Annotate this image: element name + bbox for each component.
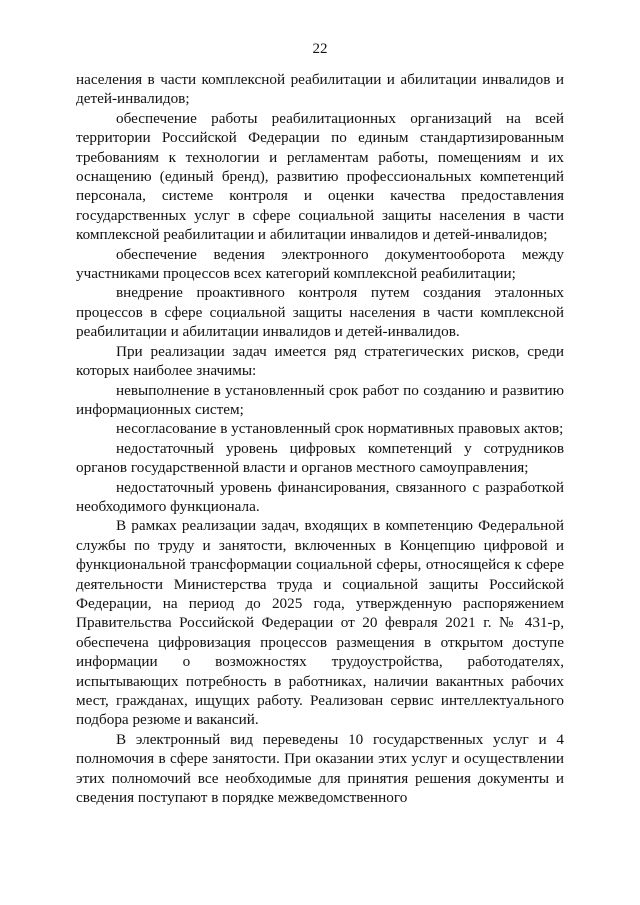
paragraph-1: населения в части комплексной реабилитации и абилитации инвалидов и детей-инвалидов; [76,71,564,108]
body-text [76,70,564,807]
paragraph-11: В электронный вид переведены 10 государственных услуг и 4 полномочия в сфере занятости. При оказании этих услуг и осуществлении этих полномочий все необходимые для принятия решения документы и сведения поступают в порядке межведомственного [76,730,564,807]
paragraph-7: несогласование в установленный срок нормативных правовых актов; [116,420,564,438]
paragraph-9: недостаточный уровень финансирования, связанного с разработкой необходимого функционала. [76,478,564,515]
paragraph-8: недостаточный уровень цифровых компетенций у сотрудников органов государственной власти и органов местного самоуправления; [76,439,564,477]
page-number: 22 [312,41,328,57]
paragraph-10: В рамках реализации задач, входящих в компетенцию Федеральной службы по труду и занятости, включенных в Концепцию цифровой и функциональной трансформации социальной сферы, относящейся к сфере деятельности Министерства труда и социальной защиты Российской Федерации, на период до 2025 года, утвержденную распоряжением Правительства Российской Федерации от 20 февраля 2021 г. № 431-р, обеспечена цифровизация процессов размещения в открытом доступе информации о возможностях трудоустройства, работодателях, испытывающих потребность в работниках, наличии вакантных рабочих мест, гражданах, ищущих работу. Реализован сервис интеллектуального подбора резюме и вакансий. [76,517,564,729]
paragraph-6: невыполнение в установленный срок работ по созданию и развитию информационных систем; [76,381,564,418]
paragraph-4: внедрение проактивного контроля путем создания эталонных процессов в сфере социальной защиты населения в части комплексной реабилитации и абилитации инвалидов и детей-инвалидов. [76,284,564,341]
paragraph-2: обеспечение работы реабилитационных организаций на всей территории Российской Федерации по единым стандартизированным требованиям к технологии и регламентам работы, помещениям и их оснащению (единый бренд), развитию профессиональных компетенций персонала, системе контроля и оценки качества предоставления государственных услуг в сфере социальной защиты населения в части комплексной реабилитации и абилитации инвалидов и детей-инвалидов; [76,109,564,244]
paragraph-3: обеспечение ведения электронного документооборота между участниками процессов всех категорий комплексной реабилитации; [76,245,564,283]
paragraph-5: При реализации задач имеется ряд стратегических рисков, среди которых наиболее значимы: [76,342,564,380]
